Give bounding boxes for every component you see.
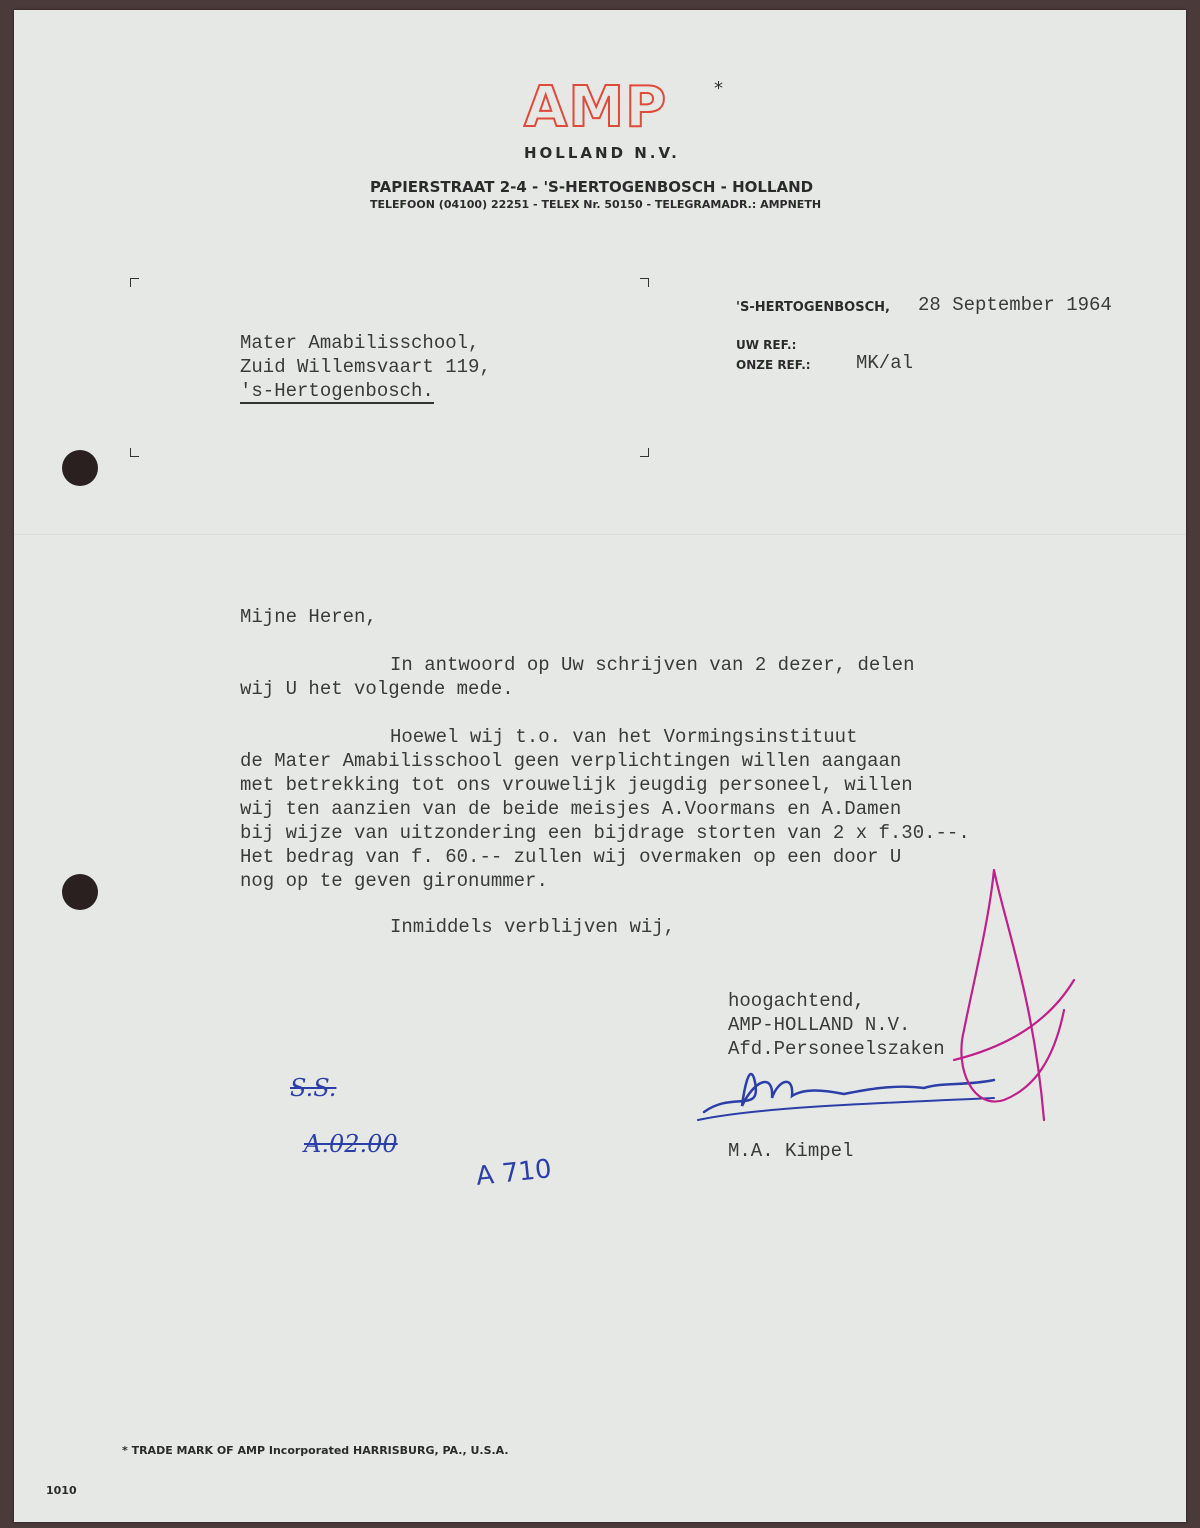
- logo-text: AMP: [524, 75, 668, 140]
- place-label: 'S-HERTOGENBOSCH,: [736, 300, 890, 315]
- company-contact: TELEFOON (04100) 22251 - TELEX Nr. 50150 - TELEGRAMADR.: AMPNETH: [370, 198, 822, 211]
- body-line: de Mater Amabilisschool geen verplichtingen willen aangaan: [240, 750, 902, 772]
- body-line: bij wijze van uitzondering een bijdrage storten van 2 x f.30.--.: [240, 822, 970, 844]
- signature-line: hoogachtend,: [728, 990, 865, 1012]
- closing: Inmiddels verblijven wij,: [390, 916, 676, 938]
- recipient-line: Zuid Willemsvaart 119,: [240, 356, 491, 378]
- signature-line: Afd.Personeelszaken: [728, 1038, 945, 1060]
- company-address: PAPIERSTRAAT 2-4 - 'S-HERTOGENBOSCH - HOLLAND: [370, 178, 814, 196]
- struck-note: S.S.: [290, 1074, 337, 1102]
- body-line: met betrekking tot ons vrouwelijk jeugdig personeel, willen: [240, 774, 913, 796]
- signature-line: AMP-HOLLAND N.V.: [728, 1014, 911, 1036]
- fold-line: [14, 534, 1186, 536]
- body-line: Het bedrag van f. 60.-- zullen wij overmaken op een door U: [240, 846, 902, 868]
- body-line: nog op te geven gironummer.: [240, 870, 548, 892]
- trademark-footer: * TRADE MARK OF AMP Incorporated HARRISBURG, PA., U.S.A.: [122, 1444, 509, 1457]
- recipient-line: 's-Hertogenbosch.: [240, 380, 434, 402]
- window-corner: [130, 448, 139, 457]
- letter-date: 28 September 1964: [918, 294, 1112, 316]
- punch-hole: [62, 874, 98, 910]
- window-corner: [640, 448, 649, 457]
- onze-ref-value: MK/al: [856, 352, 914, 374]
- logo-star: *: [714, 78, 723, 99]
- recipient-line: Mater Amabilisschool,: [240, 332, 480, 354]
- window-corner: [130, 278, 139, 287]
- salutation: Mijne Heren,: [240, 606, 377, 628]
- form-number: 1010: [46, 1484, 77, 1497]
- body-line: In antwoord op Uw schrijven van 2 dezer, delen: [390, 654, 915, 676]
- magenta-initial-mark: [934, 860, 1084, 1130]
- struck-note: A.02.00: [304, 1130, 398, 1158]
- body-line: Hoewel wij t.o. van het Vormingsinstituut: [390, 726, 858, 748]
- body-line: wij ten aanzien van de beide meisjes A.Voormans en A.Damen: [240, 798, 902, 820]
- signatory-name: M.A. Kimpel: [728, 1140, 854, 1162]
- amp-logo: [524, 75, 724, 148]
- company-name: HOLLAND N.V.: [524, 144, 680, 162]
- letter-page: [14, 10, 1186, 1522]
- onze-ref-label: ONZE REF.:: [736, 358, 811, 372]
- window-corner: [640, 278, 649, 287]
- body-line: wij U het volgende mede.: [240, 678, 514, 700]
- handwritten-code: A 710: [474, 1154, 554, 1192]
- punch-hole: [62, 450, 98, 486]
- uw-ref-label: UW REF.:: [736, 338, 797, 352]
